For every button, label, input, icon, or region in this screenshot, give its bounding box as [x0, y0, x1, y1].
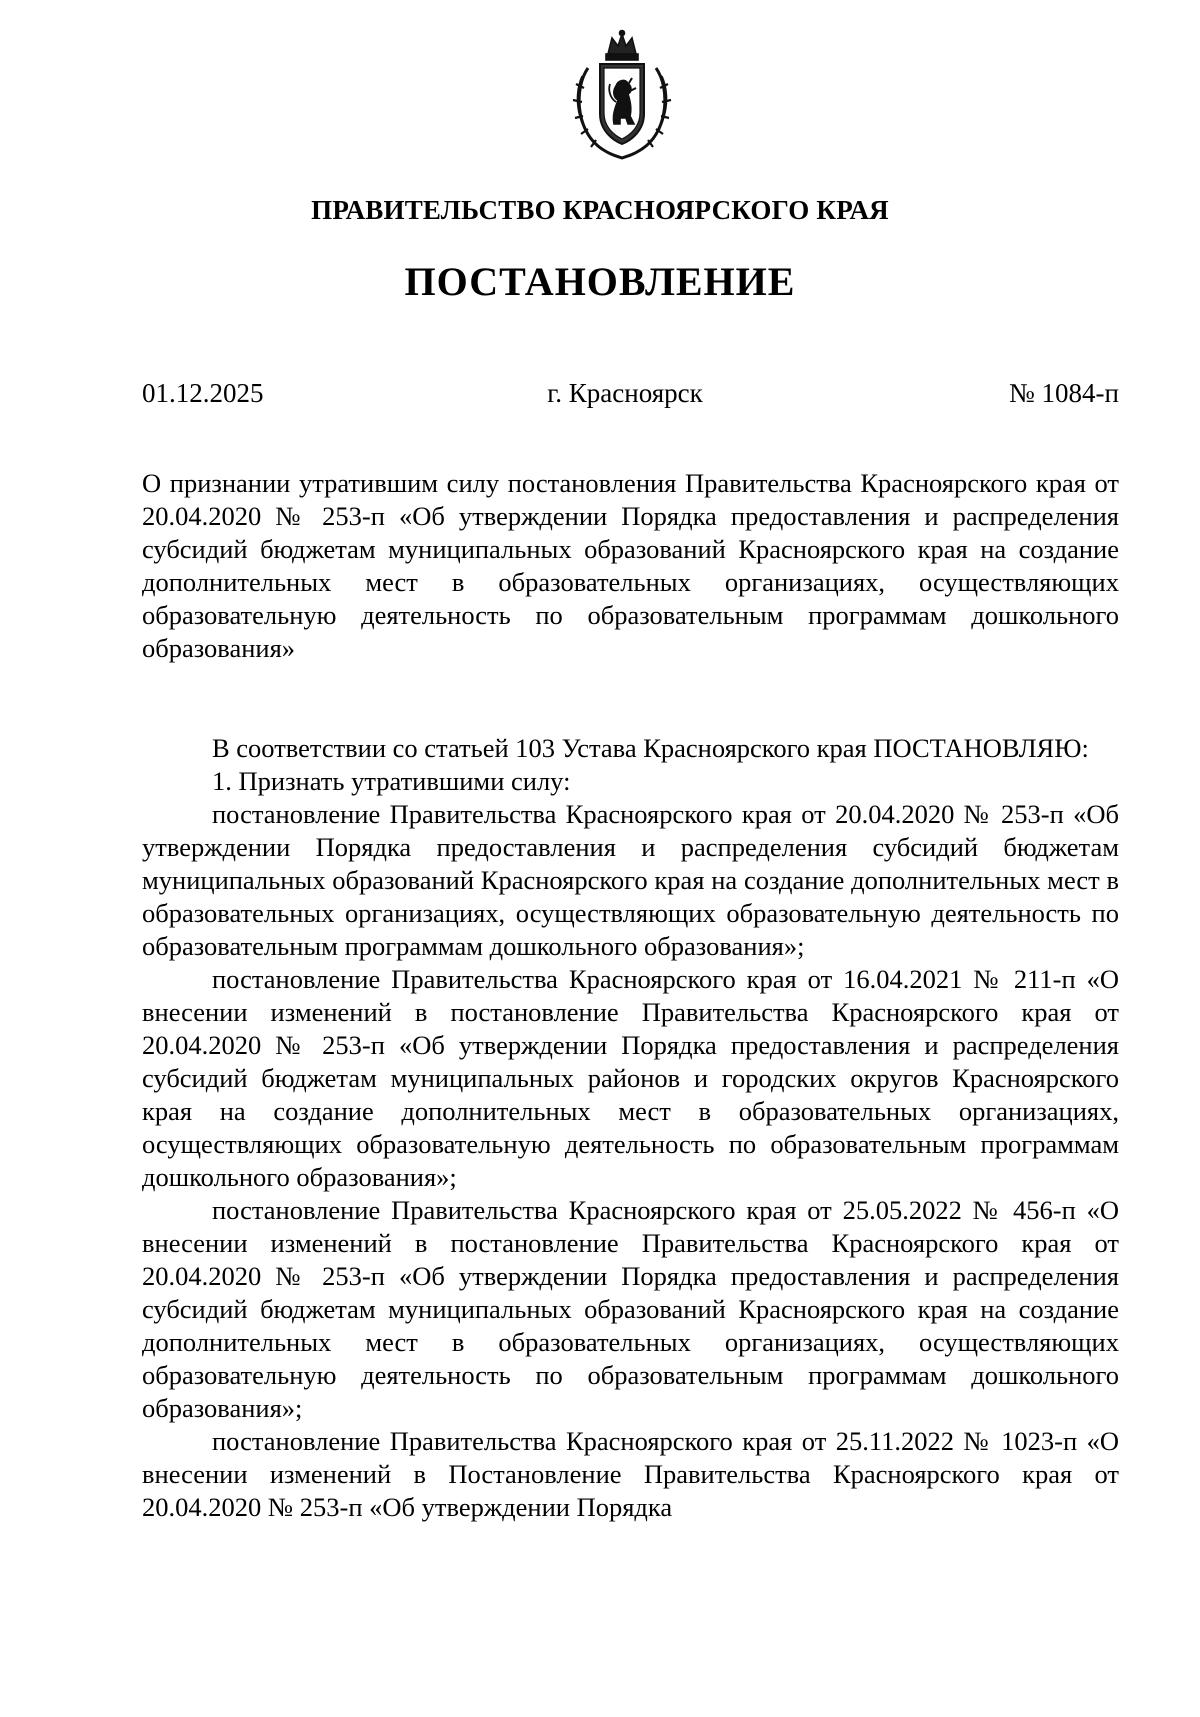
- repealed-act-item: постановление Правительства Красноярского края от 25.11.2022 № 1023-п «О внесении изменений в Постановление Правительства Красноярского края от 20.04.2020 № 253-п «Об утверждении Порядка: [142, 1426, 1119, 1522]
- document-city: г. Красноярск: [547, 378, 703, 408]
- point-1-paragraph: 1. Признать утратившими силу:: [212, 766, 571, 796]
- document-body: [142, 732, 1119, 1524]
- repealed-act-item: постановление Правительства Красноярского края от 25.05.2022 № 456-п «О внесении изменений в постановление Правительства Красноярского края от 20.04.2020 № 253-п «Об утверждении Порядка предоставления и распределения субсидий бюджетам муниципальных образований Красноярского края на создание дополнительных мест в образовательных организациях, осуществляющих образовательную деятельность по образовательным программам дошкольного образования»;: [142, 1195, 1119, 1423]
- document-subject: [142, 467, 1119, 665]
- document-date: 01.12.2025: [142, 378, 264, 408]
- document-type-title: ПОСТАНОВЛЕНИЕ: [404, 259, 796, 304]
- repealed-act-item: постановление Правительства Красноярского края от 16.04.2021 № 211-п «О внесении изменений в постановление Правительства Красноярского края от 20.04.2020 № 253-п «Об утверждении Порядка предоставления и распределения субсидий бюджетам муниципальных районов и городских округов Красноярского края на создание дополнительных мест в образовательных организациях, осуществляющих образовательную деятельность по образовательным программам дошкольного образования»;: [142, 964, 1119, 1192]
- coat-of-arms-icon: [568, 28, 676, 160]
- preamble-paragraph: В соответствии со статьей 103 Устава Красноярского края ПОСТАНОВЛЯЮ:: [212, 733, 1089, 763]
- repealed-act-item: постановление Правительства Красноярского края от 20.04.2020 № 253-п «Об утверждении Порядка предоставления и распределения субсидий бюджетам муниципальных образований Красноярского края на создание дополнительных мест в образовательных организациях, осуществляющих образовательную деятельность по образовательным программам дошкольного образования»;: [142, 799, 1119, 961]
- government-name: ПРАВИТЕЛЬСТВО КРАСНОЯРСКОГО КРАЯ: [311, 195, 889, 225]
- document-number: № 1084-п: [1009, 378, 1119, 408]
- subject-text: О признании утратившим силу постановления Правительства Красноярского края от 20.04.2020 № 253-п «Об утверждении Порядка предоставления и распределения субсидий бюджетам муниципальных образований Красноярского края на создание дополнительных мест в образовательных организациях, осуществляющих образовательную деятельность по образовательным программам дошкольного образования»: [142, 468, 1119, 663]
